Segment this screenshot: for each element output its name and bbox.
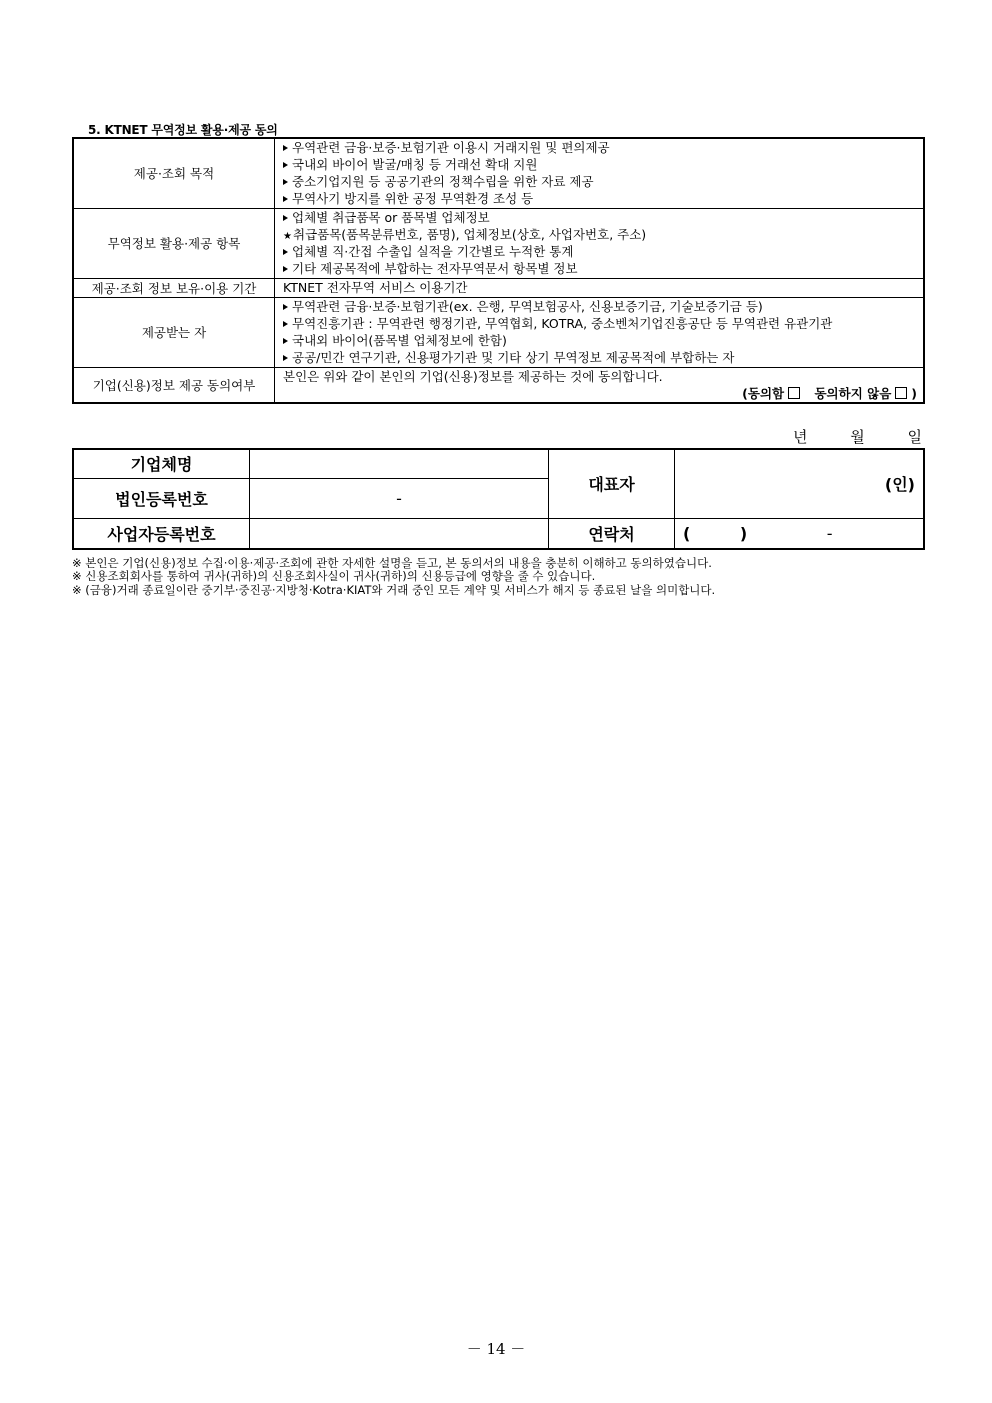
list-item: 업체별 직·간접 수출입 실적을 기간별로 누적한 통계 — [283, 243, 923, 260]
company-name-label: 기업체명 — [73, 449, 250, 478]
disagree-label: 동의하지 않음 — [814, 385, 892, 401]
table-row — [73, 278, 924, 297]
table-row — [73, 208, 924, 278]
triangle-bullet-icon — [283, 179, 288, 185]
triangle-bullet-icon — [283, 321, 288, 327]
representative-label: 대표자 — [549, 449, 675, 518]
consent-cell — [275, 367, 925, 403]
table-row — [73, 449, 924, 478]
triangle-bullet-icon — [283, 338, 288, 344]
list-item: 업체별 취급품목 or 품목별 업체정보 — [283, 209, 923, 226]
triangle-bullet-icon — [283, 266, 288, 272]
contact-close-paren: ) — [739, 523, 748, 543]
consent-table — [72, 137, 925, 404]
close-paren: ) — [911, 385, 917, 401]
list-item: 무역사기 방지를 위한 공정 무역환경 조성 등 — [283, 190, 923, 207]
date-line — [755, 426, 922, 447]
corp-reg-dash: - — [396, 488, 402, 508]
agree-checkbox[interactable] — [788, 387, 800, 399]
row-label-items: 무역정보 활용·제공 항목 — [73, 208, 275, 278]
company-name-field[interactable] — [250, 449, 549, 478]
triangle-bullet-icon — [283, 355, 288, 361]
corp-reg-field[interactable] — [250, 478, 549, 518]
list-item: 무역진흥기관 : 무역관련 행정기관, 무역협회, KOTRA, 중소벤처기업진흥공단 등 무역관련 유관기관 — [283, 315, 923, 332]
footnote: ※ 본인은 기업(신용)정보 수집·이용·제공·조회에 관한 자세한 설명을 듣고, 본 동의서의 내용을 충분히 이해하고 동의하였습니다. — [72, 556, 712, 570]
footnotes — [72, 557, 715, 597]
footnote: ※ 신용조회회사를 통하여 귀사(귀하)의 신용조회사실이 귀사(귀하)의 신용등급에 영향을 줄 수 있습니다. — [72, 569, 596, 584]
row-label-period: 제공·조회 정보 보유·이용 기간 — [73, 278, 275, 297]
date-month-label: 월 — [850, 428, 865, 446]
date-year-label: 년 — [792, 428, 808, 446]
section-title: 5. KTNET 무역정보 활용·제공 동의 — [88, 123, 278, 137]
list-item: 국내외 바이어 발굴/매칭 등 거래선 확대 지원 — [283, 156, 923, 173]
footnote: ※ (금융)거래 종료일이란 중기부·중진공·지방청·Kotra·KIAT와 거래 중인 모든 계약 및 서비스가 해지 등 종료된 날을 의미합니다. — [72, 582, 716, 597]
table-row — [73, 138, 924, 208]
table-row — [73, 297, 924, 367]
list-item: 공공/민간 연구기관, 신용평가기관 및 기타 상기 무역정보 제공목적에 부합하는 자 — [283, 349, 923, 366]
disagree-checkbox[interactable] — [895, 387, 907, 399]
triangle-bullet-icon — [283, 249, 288, 255]
list-item: 기타 제공목적에 부합하는 전자무역문서 항목별 정보 — [283, 260, 923, 277]
page-number: － 14 － — [466, 1340, 526, 1358]
triangle-bullet-icon — [283, 145, 288, 151]
triangle-bullet-icon — [283, 215, 288, 221]
list-item: 중소기업지원 등 공공기관의 정책수립을 위한 자료 제공 — [283, 173, 923, 190]
consent-choice — [283, 385, 923, 402]
company-info-table — [72, 448, 925, 550]
consent-statement: 본인은 위와 같이 본인의 기업(신용)정보를 제공하는 것에 동의합니다. — [283, 368, 663, 384]
items-list — [275, 208, 925, 278]
triangle-bullet-icon — [283, 196, 288, 202]
list-item: ★취급품목(품목분류번호, 품명), 업체정보(상호, 사업자번호, 주소) — [283, 226, 923, 243]
table-row — [73, 367, 924, 403]
list-item: 무역관련 금융·보증·보험기관(ex. 은행, 무역보험공사, 신용보증기금, 기술보증기금 등) — [283, 298, 923, 315]
period-value: KTNET 전자무역 서비스 이용기간 — [275, 278, 925, 297]
contact-open-paren: ( — [683, 523, 691, 543]
purpose-list — [275, 138, 925, 208]
contact-dash: - — [826, 523, 833, 543]
contact-field[interactable] — [675, 518, 925, 549]
list-item: 우역관련 금융·보증·보험기관 이용시 거래지원 및 편의제공 — [283, 139, 923, 156]
agree-label: (동의함 — [742, 385, 785, 401]
row-label-recipients: 제공받는 자 — [73, 297, 275, 367]
corp-reg-label: 법인등록번호 — [73, 478, 250, 518]
triangle-bullet-icon — [283, 162, 288, 168]
biz-reg-label: 사업자등록번호 — [73, 518, 250, 549]
star-bullet-icon: ★ — [283, 231, 292, 242]
row-label-consent: 기업(신용)정보 제공 동의여부 — [73, 367, 275, 403]
row-label-purpose: 제공·조회 목적 — [73, 138, 275, 208]
biz-reg-field[interactable] — [250, 518, 549, 549]
recipients-list — [275, 297, 925, 367]
triangle-bullet-icon — [283, 304, 288, 310]
contact-label: 연락처 — [549, 518, 675, 549]
list-item: 국내외 바이어(품목별 업체정보에 한함) — [283, 332, 923, 349]
representative-field[interactable] — [675, 449, 925, 518]
date-day-label: 일 — [907, 428, 922, 446]
seal-mark: (인) — [884, 475, 915, 495]
table-row — [73, 518, 924, 549]
